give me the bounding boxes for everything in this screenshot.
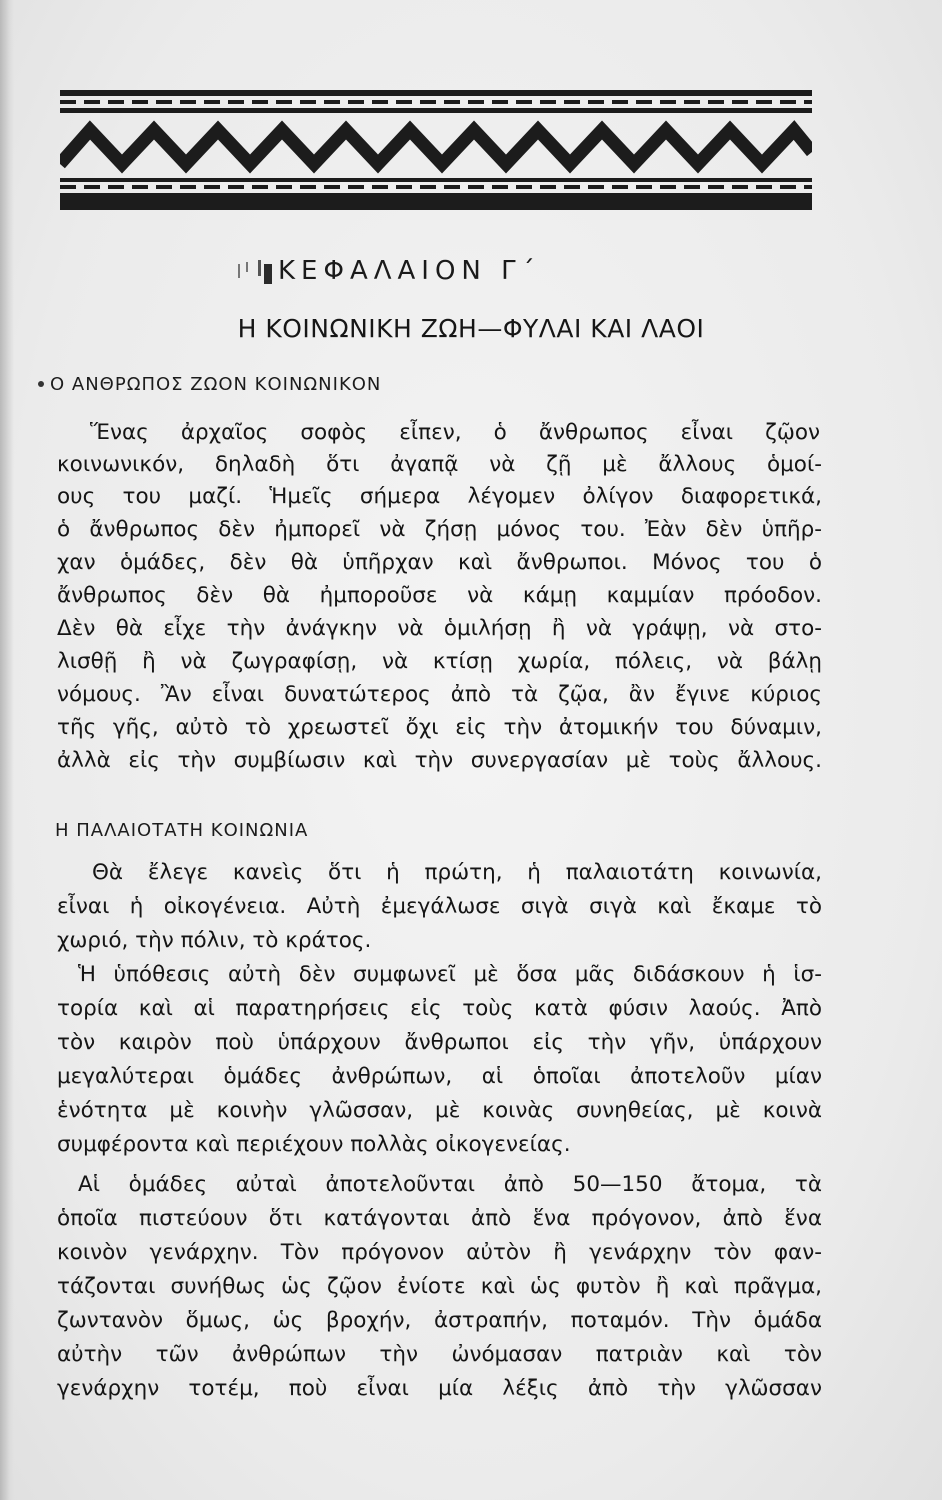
body-line: ἑνότητα μὲ κοινὴν γλῶσσαν, μὲ κοινὰς συνηθείας, μὲ κοινὰ	[57, 1098, 822, 1123]
body-line: Ἡ ὑπόθεσις αὐτὴ δὲν συμφωνεῖ μὲ ὅσα μᾶς διδάσκουν ἡ ἱσ-	[78, 962, 822, 987]
body-line: κοινὸν γενάρχην. Τὸν πρόγονον αὐτὸν ἢ γενάρχην τὸν φαν-	[57, 1240, 822, 1265]
decorative-border-ornament	[60, 90, 812, 210]
body-line: ἀλλὰ εἰς τὴν συμβίωσιν καὶ τὴν συνεργασίαν μὲ τοὺς ἄλλους.	[57, 748, 822, 773]
section-heading-2: Η ΠΑΛΑΙΟΤΑΤΗ ΚΟΙΝΩΝΙΑ	[55, 820, 309, 841]
body-line: Ἕνας ἀρχαῖος σοφὸς εἶπεν, ὁ ἄνθρωπος εἶναι ζῷον	[90, 420, 820, 445]
body-line: Δὲν θὰ εἶχε τὴν ἀνάγκην νὰ ὁμιλήσῃ ἢ νὰ γράψῃ, νὰ στο-	[57, 616, 822, 641]
body-line: ους του μαζί. Ἡμεῖς σήμερα λέγομεν ὀλίγον διαφορετικά,	[57, 484, 822, 509]
body-line: ἄνθρωπος δὲν θὰ ἠμποροῦσε νὰ κάμῃ καμμίαν πρόοδον.	[57, 583, 822, 608]
body-line: ὁποῖα πιστεύουν ὅτι κατάγονται ἀπὸ ἕνα πρόγονον, ἀπὸ ἕνα	[57, 1206, 822, 1231]
body-line: χαν ὁμάδες, δὲν θὰ ὑπῆρχαν καὶ ἄνθρωποι. Μόνος του ὁ	[57, 550, 822, 575]
chapter-label: ΚΕΦΑΛΑΙΟΝ Γ΄	[278, 256, 541, 286]
body-line: εἶναι ἡ οἰκογένεια. Αὐτὴ ἐμεγάλωσε σιγὰ σιγὰ καὶ ἔκαμε τὸ	[57, 894, 822, 919]
body-line: συμφέροντα καὶ περιέχουν πολλὰς οἰκογενείας.	[57, 1132, 571, 1157]
page-edge-shadow	[0, 0, 14, 1500]
body-line: τὸν καιρὸν ποὺ ὑπάρχουν ἄνθρωποι εἰς τὴν γῆν, ὑπάρχουν	[57, 1030, 822, 1055]
body-line: χωριό, τὴν πόλιν, τὸ κράτος.	[57, 928, 372, 953]
body-line: τάζονται συνήθως ὡς ζῷον ἐνίοτε καὶ ὡς φυτὸν ἢ καὶ πρᾶγμα,	[57, 1274, 822, 1299]
body-line: μεγαλύτεραι ὁμάδες ἀνθρώπων, αἱ ὁποῖαι ἀποτελοῦν μίαν	[57, 1064, 822, 1089]
body-line: ὁ ἄνθρωπος δὲν ἠμπορεῖ νὰ ζήσῃ μόνος του. Ἐὰν δὲν ὑπῆρ-	[57, 517, 822, 542]
body-line: νόμους. Ἂν εἶναι δυνατώτερος ἀπὸ τὰ ζῷα, ἂν ἔγινε κύριος	[57, 682, 822, 707]
section-heading-1: Ο ΑΝΘΡΩΠΟΣ ΖΩΟΝ ΚΟΙΝΩΝΙΚΟΝ	[50, 374, 382, 395]
body-line: Αἱ ὁμάδες αὐταὶ ἀποτελοῦνται ἀπὸ 50—150 ἄτομα, τὰ	[78, 1172, 822, 1197]
body-line: λισθῇ ἢ νὰ ζωγραφίσῃ, νὰ κτίσῃ χωρία, πόλεις, νὰ βάλῃ	[57, 649, 822, 674]
ink-blot-mark	[236, 258, 274, 286]
chapter-title: Η ΚΟΙΝΩΝΙΚΗ ΖΩΗ—ΦΥΛΑΙ ΚΑΙ ΛΑΟΙ	[237, 314, 705, 343]
body-line: κοινωνικόν, δηλαδὴ ὅτι ἀγαπᾷ νὰ ζῇ μὲ ἄλλους ὁμοί-	[57, 452, 822, 477]
body-line: Θὰ ἔλεγε κανεὶς ὅτι ἡ πρώτη, ἡ παλαιοτάτη κοινωνία,	[92, 860, 822, 885]
bullet-mark	[38, 381, 44, 387]
body-line: τορία καὶ αἱ παρατηρήσεις εἰς τοὺς κατὰ φύσιν λαούς. Ἀπὸ	[57, 996, 822, 1021]
body-line: αὐτὴν τῶν ἀνθρώπων τὴν ὠνόμασαν πατριὰν καὶ τὸν	[57, 1342, 822, 1367]
body-line: γενάρχην τοτέμ, ποὺ εἶναι μία λέξις ἀπὸ τὴν γλῶσσαν	[57, 1376, 822, 1401]
body-line: τῆς γῆς, αὐτὸ τὸ χρεωστεῖ ὄχι εἰς τὴν ἀτομικήν του δύναμιν,	[57, 715, 822, 740]
body-line: ζωντανὸν ὅμως, ὡς βροχήν, ἀστραπήν, ποταμόν. Τὴν ὁμάδα	[57, 1308, 822, 1333]
